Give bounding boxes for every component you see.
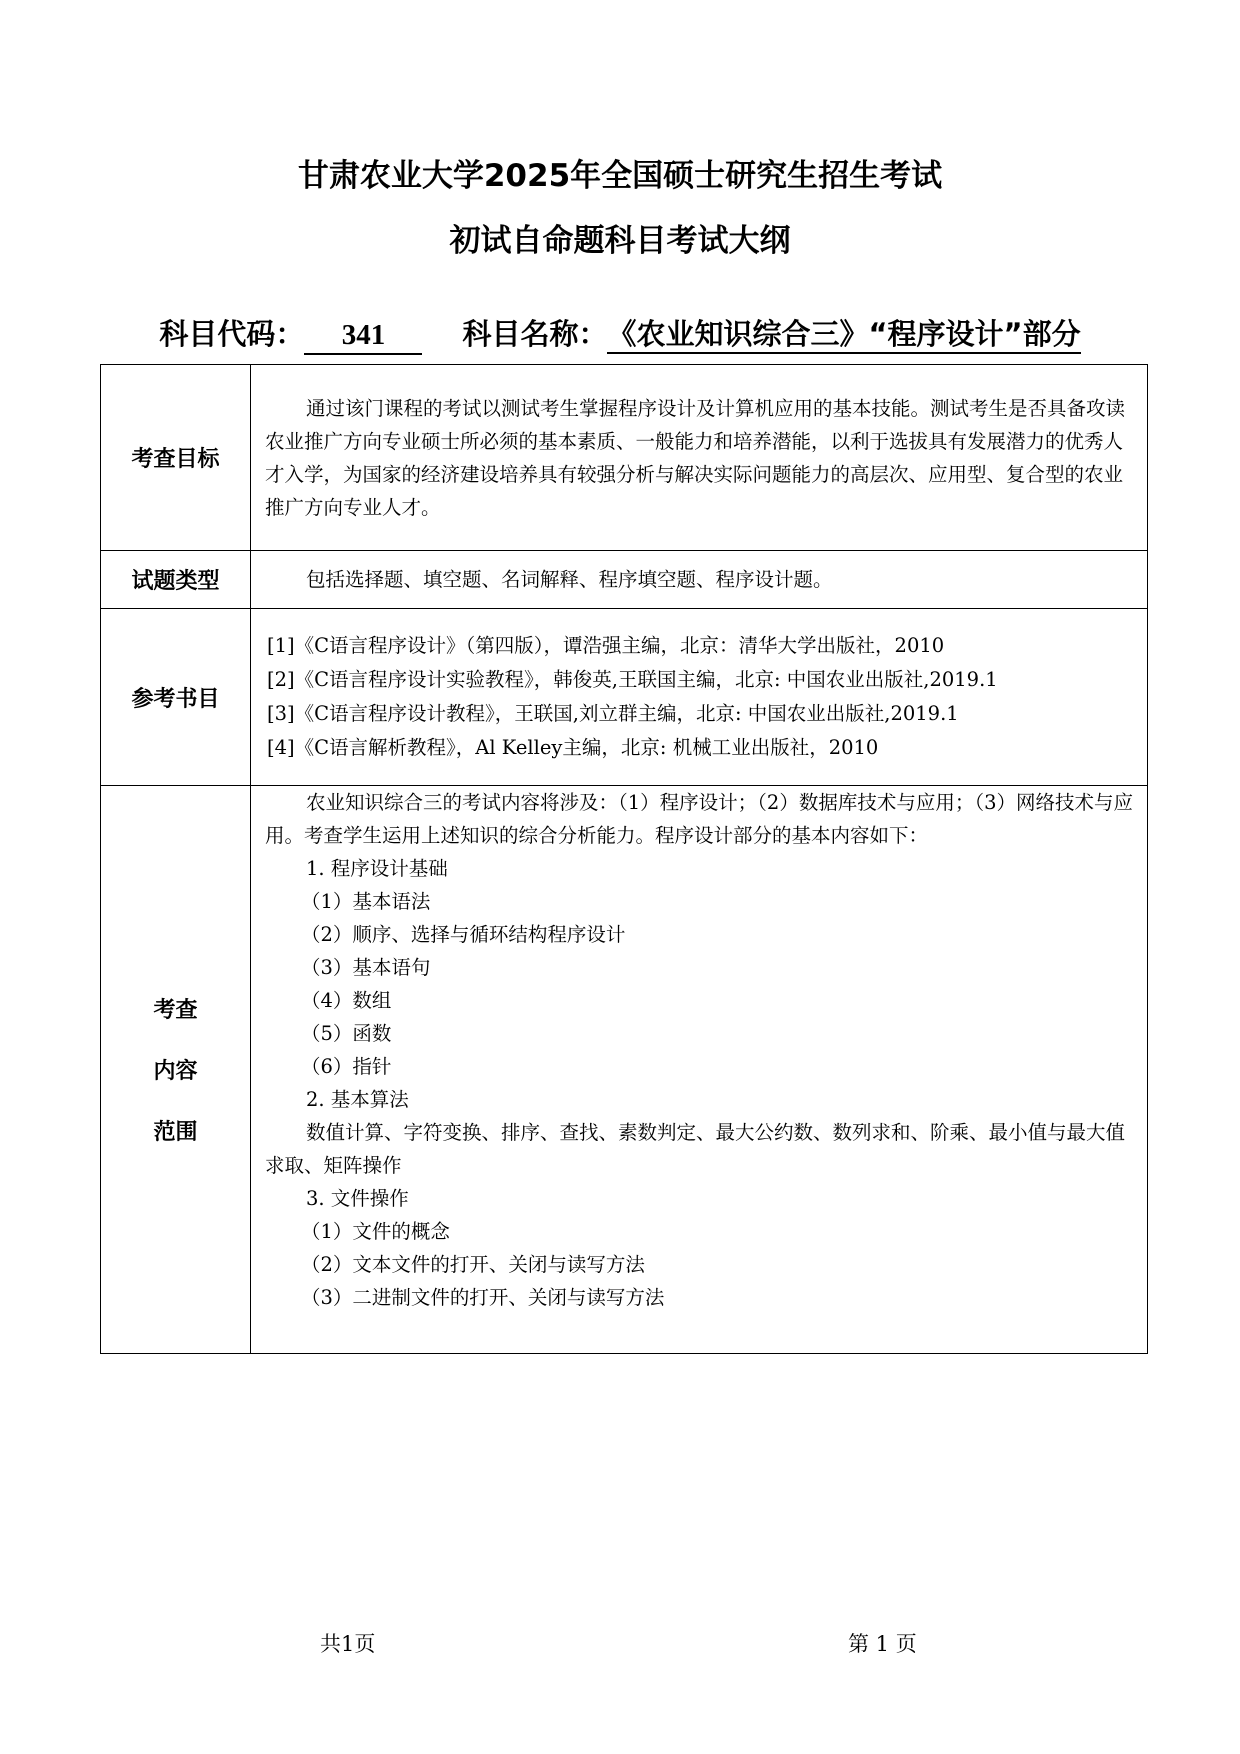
book-item: [1]《C语言程序设计》（第四版），谭浩强主编，北京：清华大学出版社，2010 bbox=[267, 634, 945, 657]
document-title: 甘肃农业大学2025年全国硕士研究生招生考试 bbox=[297, 158, 943, 194]
content-goal bbox=[251, 365, 1148, 551]
footer-page-number: 第 1 页 bbox=[848, 1632, 917, 1656]
goal-text: 通过该门课程的考试以测试考生掌握程序设计及计算机应用的基本技能。测试考生是否具备攻读农业推广方向专业硕士所必须的基本素质、一般能力和培养潜能，以利于选拔具有发展潜力的优秀人才入学，为国家的经济建设培养具有较强分析与解决实际问题能力的高层次、应用型、复合型的农业推广方向专业人才。 bbox=[265, 396, 1126, 519]
label-books: 参考书目 bbox=[101, 609, 251, 786]
scope-item: （4）数组 bbox=[301, 989, 392, 1012]
scope-item: （3）二进制文件的打开、关闭与读写方法 bbox=[301, 1286, 665, 1309]
scope-item: （1）基本语法 bbox=[301, 890, 431, 913]
subject-name-label: 科目名称： bbox=[462, 317, 608, 351]
scope-item: （5）函数 bbox=[301, 1022, 392, 1045]
label-scope bbox=[101, 786, 251, 1354]
scope-section-title: 2. 基本算法 bbox=[306, 1088, 409, 1111]
book-item: [3]《C语言程序设计教程》，王联国,刘立群主编，北京: 中国农业出版社,2019.1 bbox=[267, 702, 959, 725]
scope-section-title: 3. 文件操作 bbox=[306, 1187, 409, 1210]
subject-code-label: 科目代码： bbox=[159, 317, 305, 351]
row-scope bbox=[101, 786, 1148, 1354]
content-books bbox=[251, 609, 1148, 786]
content-scope bbox=[251, 786, 1148, 1354]
scope-item: （2）文本文件的打开、关闭与读写方法 bbox=[301, 1253, 645, 1276]
label-scope-line: 考查 bbox=[153, 998, 198, 1023]
row-goal bbox=[101, 365, 1148, 551]
subject-name-value: 《农业知识综合三》“程序设计”部分 bbox=[607, 316, 1080, 354]
book-item: [4]《C语言解析教程》，Al Kelley主编，北京: 机械工业出版社，2010 bbox=[267, 736, 879, 759]
label-scope-line: 范围 bbox=[153, 1120, 198, 1145]
row-types bbox=[101, 551, 1148, 609]
label-types: 试题类型 bbox=[101, 551, 251, 609]
scope-item: （6）指针 bbox=[301, 1055, 392, 1078]
label-scope-line: 内容 bbox=[153, 1059, 198, 1084]
scope-algorithms-text: 数值计算、字符变换、排序、查找、素数判定、最大公约数、数列求和、阶乘、最小值与最大值求取、矩阵操作 bbox=[265, 1121, 1126, 1177]
types-text: 包括选择题、填空题、名词解释、程序填空题、程序设计题。 bbox=[306, 568, 833, 591]
scope-section-title: 1. 程序设计基础 bbox=[306, 857, 448, 880]
row-books bbox=[101, 609, 1148, 786]
subject-line bbox=[0, 312, 1240, 355]
scope-item: （2）顺序、选择与循环结构程序设计 bbox=[301, 923, 626, 946]
content-types bbox=[251, 551, 1148, 609]
scope-item: （1）文件的概念 bbox=[301, 1220, 450, 1243]
book-item: [2]《C语言程序设计实验教程》，韩俊英,王联国主编，北京: 中国农业出版社,2019.1 bbox=[267, 668, 998, 691]
label-goal: 考查目标 bbox=[101, 365, 251, 551]
syllabus-table bbox=[100, 364, 1148, 1354]
subject-code-value: 341 bbox=[304, 317, 422, 355]
scope-item: （3）基本语句 bbox=[301, 956, 431, 979]
document-subtitle: 初试自命题科目考试大纲 bbox=[449, 223, 791, 259]
scope-intro: 农业知识综合三的考试内容将涉及：（1）程序设计；（2）数据库技术与应用；（3）网络技术与应用。考查学生运用上述知识的综合分析能力。程序设计部分的基本内容如下： bbox=[265, 791, 1133, 847]
footer-total-pages: 共1页 bbox=[320, 1632, 376, 1656]
